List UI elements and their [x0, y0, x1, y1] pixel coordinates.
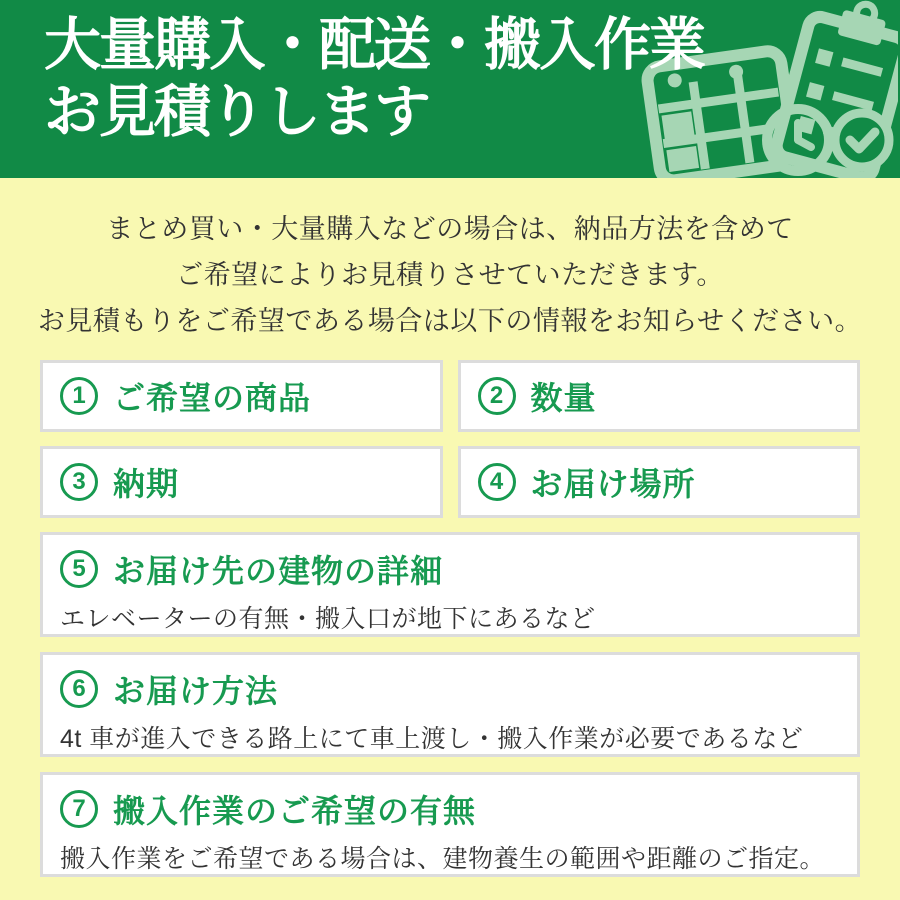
intro-line-3: お見積もりをご希望である場合は以下の情報をお知らせください。: [37, 306, 863, 336]
circled-number-1: 1: [60, 377, 98, 415]
info-item-quantity: [458, 360, 861, 432]
page-title-line1: 大量購入・配送・搬入作業: [44, 13, 704, 77]
check-circle-icon: [835, 113, 889, 167]
circled-number-2: 2: [478, 377, 516, 415]
intro-line-1: まとめ買い・大量購入などの場合は、納品方法を含めて: [106, 214, 794, 244]
info-row-1: [40, 360, 860, 432]
page-title-line2: お見積りします: [44, 80, 429, 144]
circled-number-5: 5: [60, 550, 98, 588]
item-title: ご希望の商品: [113, 380, 312, 416]
info-list: [40, 360, 860, 877]
circled-number-7: 7: [60, 790, 98, 828]
intro-line-2: ご希望によりお見積りさせていただきます。: [176, 260, 724, 290]
item-title: 納期: [113, 466, 180, 502]
circled-number-6: 6: [60, 670, 98, 708]
item-note: エレベーターの有無・搬入口が地下にあるなど: [60, 605, 596, 633]
item-title: 数量: [530, 380, 597, 416]
circled-number-4: 4: [478, 463, 516, 501]
info-item-carry-in-work: [40, 772, 860, 877]
item-header: [60, 546, 840, 592]
page-title: [44, 12, 704, 146]
item-header: [60, 786, 840, 832]
item-title: お届け方法: [113, 673, 279, 709]
info-item-delivery-method: [40, 652, 860, 757]
item-header: [60, 666, 840, 712]
circled-number-3: 3: [60, 463, 98, 501]
item-title: 搬入作業のご希望の有無: [113, 793, 477, 829]
info-item-delivery-place: [458, 446, 861, 518]
info-item-building-details: [40, 532, 860, 637]
item-title: お届け先の建物の詳細: [113, 553, 444, 589]
info-item-delivery-date: [40, 446, 443, 518]
item-title: お届け場所: [530, 466, 696, 502]
header-banner: [0, 0, 900, 178]
item-note: 4t 車が進入できる路上にて車上渡し・搬入作業が必要であるなど: [60, 725, 804, 753]
info-item-desired-product: [40, 360, 443, 432]
intro-text: [0, 178, 900, 344]
info-row-2: [40, 446, 860, 518]
item-note: 搬入作業をご希望である場合は、建物養生の範囲や距離のご指定。: [60, 845, 826, 873]
